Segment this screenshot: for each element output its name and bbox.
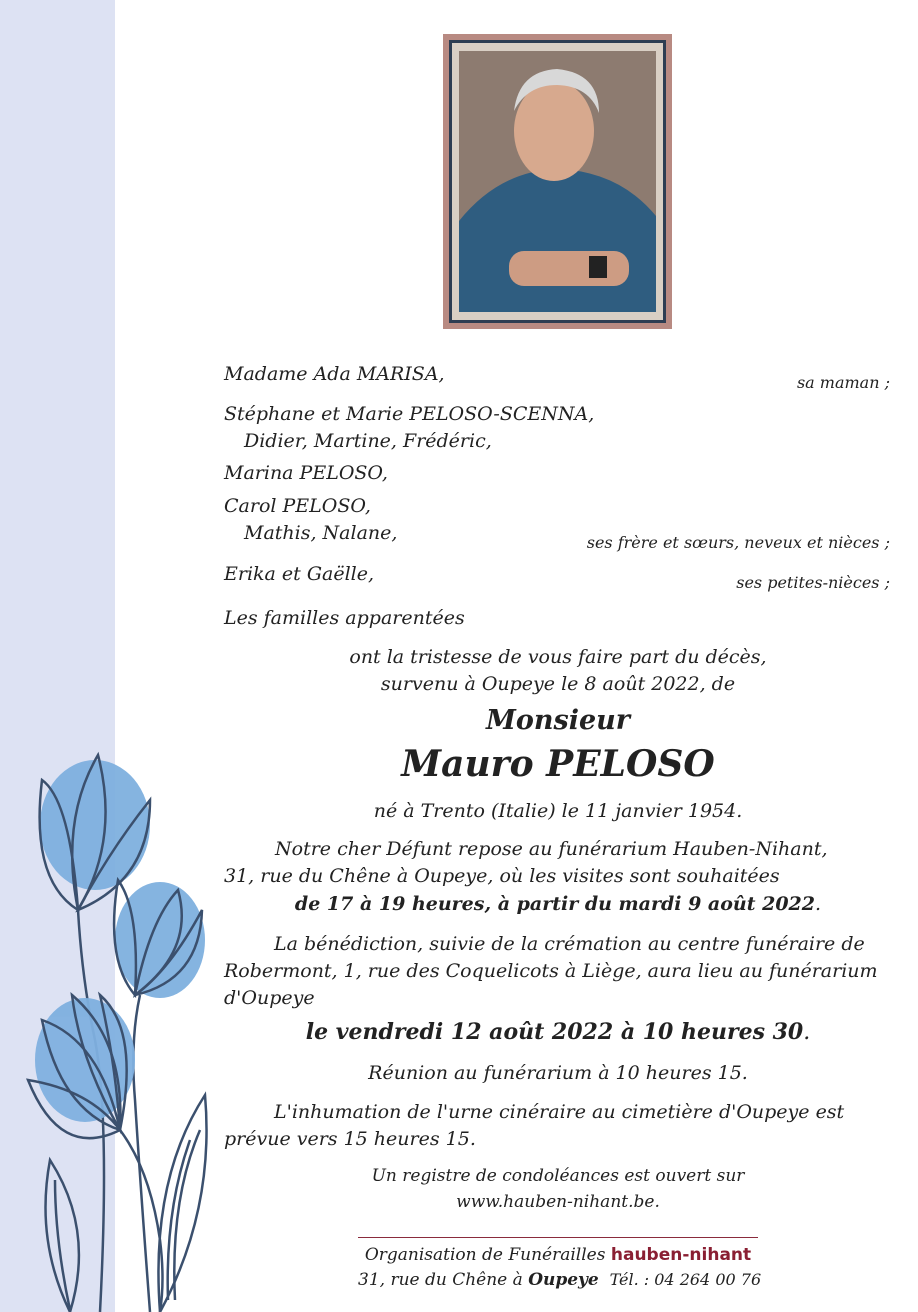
grandnieces: Erika et Gaëlle,	[224, 563, 375, 585]
grandnieces-relation: ses petites-nièces ;	[736, 573, 890, 592]
sibling-1: Stéphane et Marie PELOSO-SCENNA,	[224, 403, 595, 425]
announce-line-2: survenu à Oupeye le 8 août 2022, de	[380, 673, 736, 695]
registry-url[interactable]: www.hauben-nihant.be.	[456, 1192, 660, 1212]
mother-relation: sa maman ;	[796, 373, 890, 392]
visit-line-2: 31, rue du Chêne à Oupeye, où les visites sont souhaitées	[224, 865, 780, 887]
sibling-3: Carol PELOSO,	[224, 495, 371, 517]
portrait-frame	[443, 34, 672, 329]
sibling-2: Marina PELOSO,	[224, 462, 388, 484]
siblings-relation: ses frère et sœurs, neveux et nièces ;	[586, 533, 890, 552]
footer-address-line: 31, rue du Chêne à Oupeye Tél. : 04 264 00 76	[358, 1270, 762, 1290]
visit-hours: de 17 à 19 heures, à partir du mardi 9 août 2022	[294, 893, 816, 915]
ceremony-text: La bénédiction, suivie de la crémation au centre funéraire de Robermont, 1, rue des Coquelicots à Liège, aura lieu au funérarium d'Oupeye	[224, 933, 878, 1009]
sibling-1-children: Didier, Martine, Frédéric,	[244, 430, 492, 452]
ceremony-date: le vendredi 12 août 2022 à 10 heures 30	[305, 1019, 804, 1045]
sibling-3-children: Mathis, Nalane,	[244, 522, 398, 544]
deceased-name: Mauro PELOSO	[401, 743, 715, 785]
meeting-info: Réunion au funérarium à 10 heures 15.	[368, 1062, 748, 1084]
burial-text: L'inhumation de l'urne cinéraire au cimetière d'Oupeye est prévue vers 15 heures 15.	[224, 1101, 845, 1150]
relatives: Les familles apparentées	[224, 607, 465, 629]
tulip-illustration	[0, 740, 230, 1312]
registry-line: Un registre de condoléances est ouvert sur	[371, 1166, 745, 1186]
ceremony-date-line: le vendredi 12 août 2022 à 10 heures 30.	[305, 1019, 811, 1045]
announce-line-1: ont la tristesse de vous faire part du décès,	[349, 646, 767, 668]
mother-name: Madame Ada MARISA,	[224, 363, 445, 385]
footer-org-line: Organisation de Funérailles hauben-nihant	[364, 1245, 752, 1265]
deceased-title: Monsieur	[485, 705, 631, 736]
visit-hours-line: de 17 à 19 heures, à partir du mardi 9 août 2022.	[294, 893, 822, 915]
visit-line-1: Notre cher Défunt repose au funérarium Hauben-Nihant,	[275, 838, 828, 860]
portrait-photo	[459, 51, 656, 312]
footer-rule	[358, 1237, 758, 1238]
brand-logo: hauben-nihant	[610, 1245, 752, 1265]
birth-info: né à Trento (Italie) le 11 janvier 1954.	[373, 800, 743, 822]
